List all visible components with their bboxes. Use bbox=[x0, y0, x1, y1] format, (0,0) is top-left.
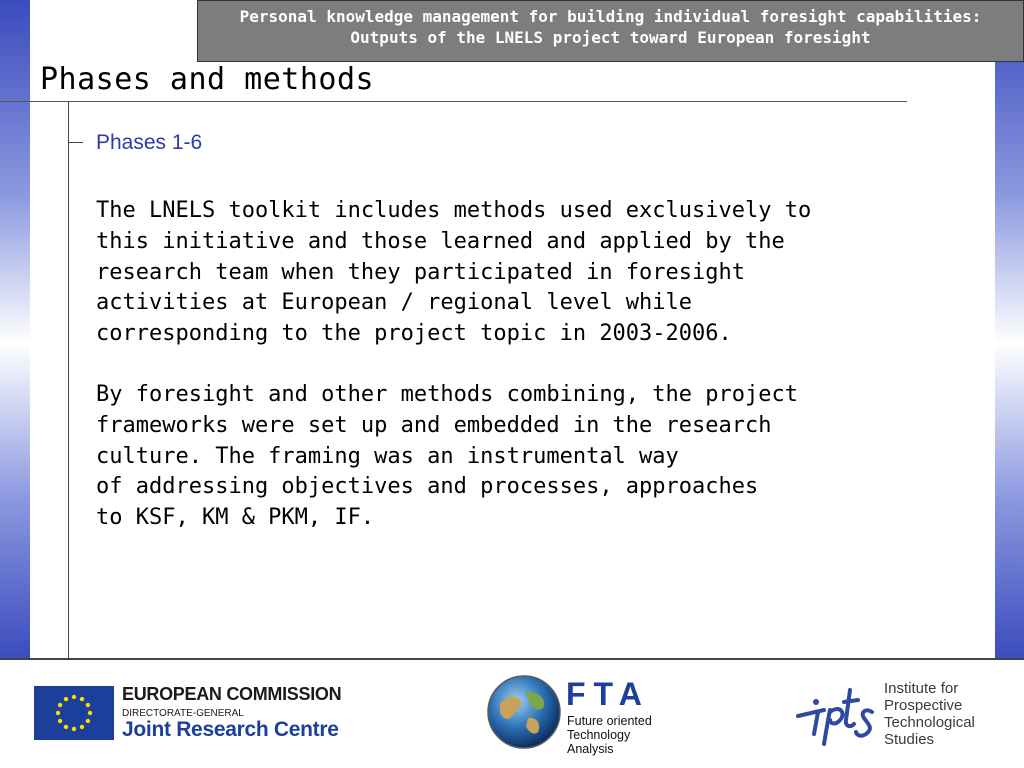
paragraph-line: By foresight and other methods combining, the project bbox=[96, 381, 798, 407]
subheading: Phases 1-6 bbox=[96, 131, 203, 154]
paragraph-1 bbox=[96, 196, 976, 350]
header-line-2: Outputs of the LNELS project toward European foresight bbox=[350, 28, 871, 47]
left-gradient-bar bbox=[0, 0, 30, 660]
paragraph-2 bbox=[96, 380, 976, 534]
paragraph-line: activities at European / regional level while bbox=[96, 290, 693, 316]
globe-icon bbox=[486, 674, 562, 750]
fta-line: Technology bbox=[567, 728, 631, 742]
title-divider bbox=[0, 101, 907, 102]
fta-line: Future oriented bbox=[567, 714, 652, 728]
vertical-divider bbox=[68, 102, 69, 658]
paragraph-line: this initiative and those learned and applied by the bbox=[96, 228, 785, 254]
ipts-name bbox=[884, 680, 975, 748]
paragraph-line: frameworks were set up and embedded in the research bbox=[96, 412, 772, 438]
fta-subtitle bbox=[567, 714, 652, 756]
header-line-1: Personal knowledge management for building individual foresight capabilities: bbox=[239, 7, 982, 26]
slide-title: Phases and methods bbox=[40, 62, 375, 97]
paragraph-line: to KSF, KM & PKM, IF. bbox=[96, 505, 375, 531]
body-text bbox=[96, 196, 976, 534]
ipts-logo-icon bbox=[794, 680, 880, 750]
right-gradient-bar bbox=[995, 0, 1024, 660]
paragraph-line: corresponding to the project topic in 2003-2006. bbox=[96, 321, 732, 347]
paragraph-line: culture. The framing was an instrumental way bbox=[96, 443, 679, 469]
paragraph-line: The LNELS toolkit includes methods used exclusively to bbox=[96, 198, 812, 223]
ipts-line: Technological bbox=[884, 714, 975, 731]
ipts-line: Prospective bbox=[884, 697, 963, 714]
header-banner bbox=[197, 0, 1024, 62]
ipts-line: Studies bbox=[884, 731, 935, 748]
ec-name: EUROPEAN COMMISSION bbox=[122, 684, 342, 704]
fta-letters: FTA bbox=[566, 676, 650, 712]
fta-line: Analysis bbox=[567, 742, 614, 756]
ipts-line: Institute for bbox=[884, 680, 959, 697]
paragraph-line: of addressing objectives and processes, approaches bbox=[96, 474, 759, 500]
eu-flag-icon bbox=[34, 686, 114, 740]
bullet-dash bbox=[69, 142, 83, 143]
ec-jrc: Joint Research Centre bbox=[122, 718, 339, 741]
paragraph-line: research team when they participated in foresight bbox=[96, 259, 746, 285]
ec-directorate: DIRECTORATE-GENERAL bbox=[122, 708, 244, 719]
